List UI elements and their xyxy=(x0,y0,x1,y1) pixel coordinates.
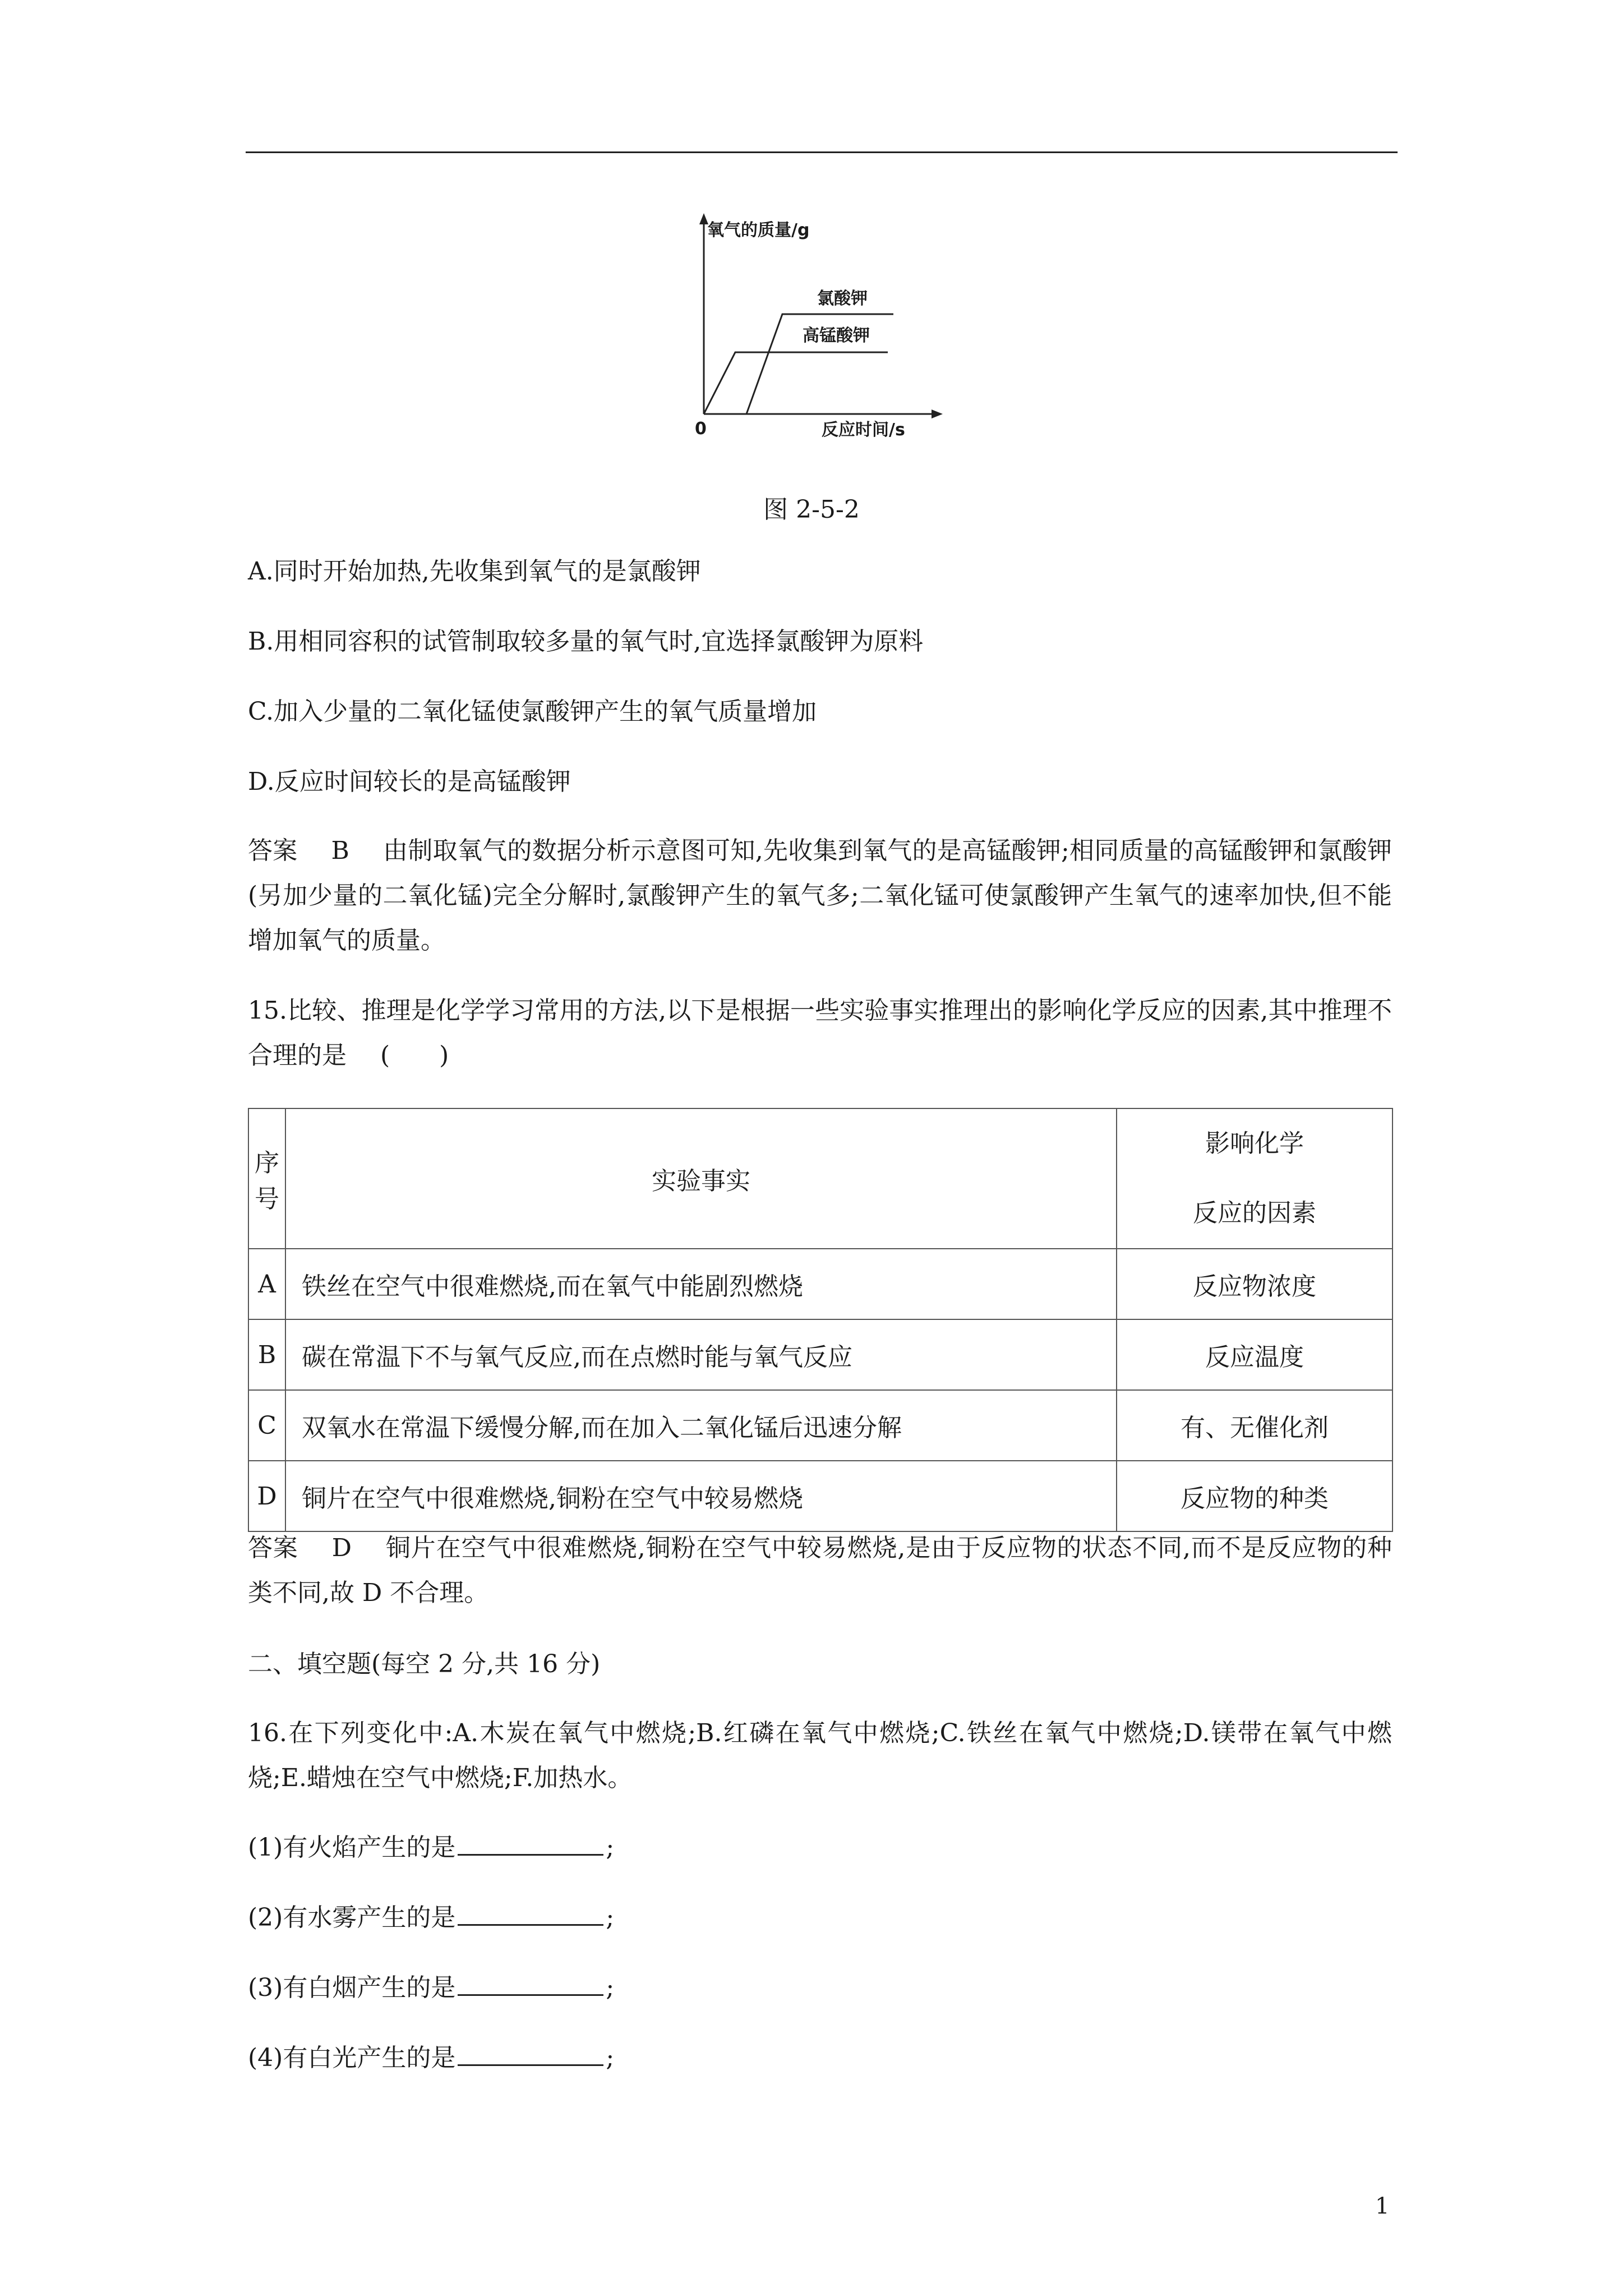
answer-explanation: 由制取氧气的数据分析示意图可知,先收集到氧气的是高锰酸钾;相同质量的高锰酸钾和氯酸钾(另加少量的二氧化锰)完全分解时,氯酸钾产生的氧气多;二氧化锰可使氯酸钾产生氧气的速率加快,但不能增加氧气的质量。 xyxy=(248,836,1393,955)
answer-label: 答案 xyxy=(248,1534,298,1562)
q15-answer xyxy=(248,1526,1392,1616)
item-prefix: (1)有火焰产生的是 xyxy=(248,1833,456,1862)
table-row xyxy=(248,1390,1393,1461)
q14-option-c: C.加入少量的二氧化锰使氯酸钾产生的氧气质量增加 xyxy=(248,697,817,726)
row-factor: 有、无催化剂 xyxy=(1117,1390,1393,1461)
header-factor-line1: 影响化学 xyxy=(1205,1129,1304,1158)
table-row xyxy=(248,1461,1393,1531)
q16-item-1 xyxy=(248,1832,614,1860)
row-fact: 铜片在空气中很难燃烧,铜粉在空气中较易燃烧 xyxy=(285,1461,1117,1531)
table-row xyxy=(248,1249,1393,1319)
answer-blank[interactable] xyxy=(458,2042,603,2066)
page-number: 1 xyxy=(1375,2193,1390,2219)
answer-blank[interactable] xyxy=(458,1902,603,1926)
answer-choice: D xyxy=(331,1534,352,1562)
q14-option-d: D.反应时间较长的是高锰酸钾 xyxy=(248,767,571,796)
series-label-kmno4: 高锰酸钾 xyxy=(803,326,870,346)
item-suffix: ; xyxy=(606,1903,615,1932)
item-prefix: (4)有白光产生的是 xyxy=(248,2044,456,2072)
table-header-row xyxy=(248,1108,1393,1249)
origin-label: 0 xyxy=(695,419,707,439)
header-rule xyxy=(246,151,1398,153)
item-prefix: (3)有白烟产生的是 xyxy=(248,1973,456,2002)
header-seq: 序号 xyxy=(248,1108,285,1249)
row-seq: C xyxy=(248,1390,285,1461)
answer-choice: B xyxy=(331,836,349,865)
q15-stem xyxy=(248,988,1392,1078)
q15-table xyxy=(248,1108,1393,1532)
item-suffix: ; xyxy=(606,2044,615,2072)
row-fact: 双氧水在常温下缓慢分解,而在加入二氧化锰后迅速分解 xyxy=(285,1390,1117,1461)
section-title: 二、填空题(每空 2 分,共 16 分) xyxy=(248,1650,601,1678)
row-factor: 反应物浓度 xyxy=(1117,1249,1393,1319)
item-suffix: ; xyxy=(606,1833,615,1862)
q15-stem-text: 15.比较、推理是化学学习常用的方法,以下是根据一些实验事实推理出的影响化学反应的因素,其中推理不合理的是 xyxy=(248,996,1392,1070)
row-factor: 反应温度 xyxy=(1117,1319,1393,1390)
answer-label: 答案 xyxy=(248,836,298,865)
x-axis-arrow xyxy=(932,409,943,418)
q16-item-4 xyxy=(248,2042,614,2070)
figure-caption: 图 2-5-2 xyxy=(763,495,860,524)
oxygen-mass-figure xyxy=(693,209,956,440)
row-factor: 反应物的种类 xyxy=(1117,1461,1393,1531)
row-fact: 碳在常温下不与氧气反应,而在点燃时能与氧气反应 xyxy=(285,1319,1117,1390)
q16-item-2 xyxy=(248,1902,614,1930)
x-axis-label: 反应时间/s xyxy=(822,420,905,440)
q15-answer-paren: ( ) xyxy=(380,1041,449,1070)
item-suffix: ; xyxy=(606,1973,615,2002)
q16-item-3 xyxy=(248,1972,614,2000)
series-label-kclo3: 氯酸钾 xyxy=(817,289,868,309)
header-fact: 实验事实 xyxy=(285,1108,1117,1249)
row-seq: B xyxy=(248,1319,285,1390)
row-seq: D xyxy=(248,1461,285,1531)
answer-explanation: 铜片在空气中很难燃烧,铜粉在空气中较易燃烧,是由于反应物的状态不同,而不是反应物的种类不同,故 D 不合理。 xyxy=(248,1534,1392,1607)
q14-answer xyxy=(248,829,1392,963)
q16-stem: 16.在下列变化中:A.木炭在氧气中燃烧;B.红磷在氧气中燃烧;C.铁丝在氧气中燃烧;D.镁带在氧气中燃烧;E.蜡烛在空气中燃烧;F.加热水。 xyxy=(248,1719,1392,1792)
y-axis-label: 氧气的质量/g xyxy=(707,220,810,240)
header-factor-line2: 反应的因素 xyxy=(1193,1199,1316,1227)
answer-blank[interactable] xyxy=(458,1972,603,1996)
row-fact: 铁丝在空气中很难燃烧,而在氧气中能剧烈燃烧 xyxy=(285,1249,1117,1319)
row-seq: A xyxy=(248,1249,285,1319)
header-factor xyxy=(1117,1108,1393,1249)
figure-drawing xyxy=(693,209,956,439)
answer-blank[interactable] xyxy=(458,1832,603,1856)
q14-option-a: A.同时开始加热,先收集到氧气的是氯酸钾 xyxy=(248,557,701,586)
q14-option-b: B.用相同容积的试管制取较多量的氧气时,宜选择氯酸钾为原料 xyxy=(248,627,924,656)
item-prefix: (2)有水雾产生的是 xyxy=(248,1903,456,1932)
table-row xyxy=(248,1319,1393,1390)
series-line-kmno4 xyxy=(704,352,888,414)
